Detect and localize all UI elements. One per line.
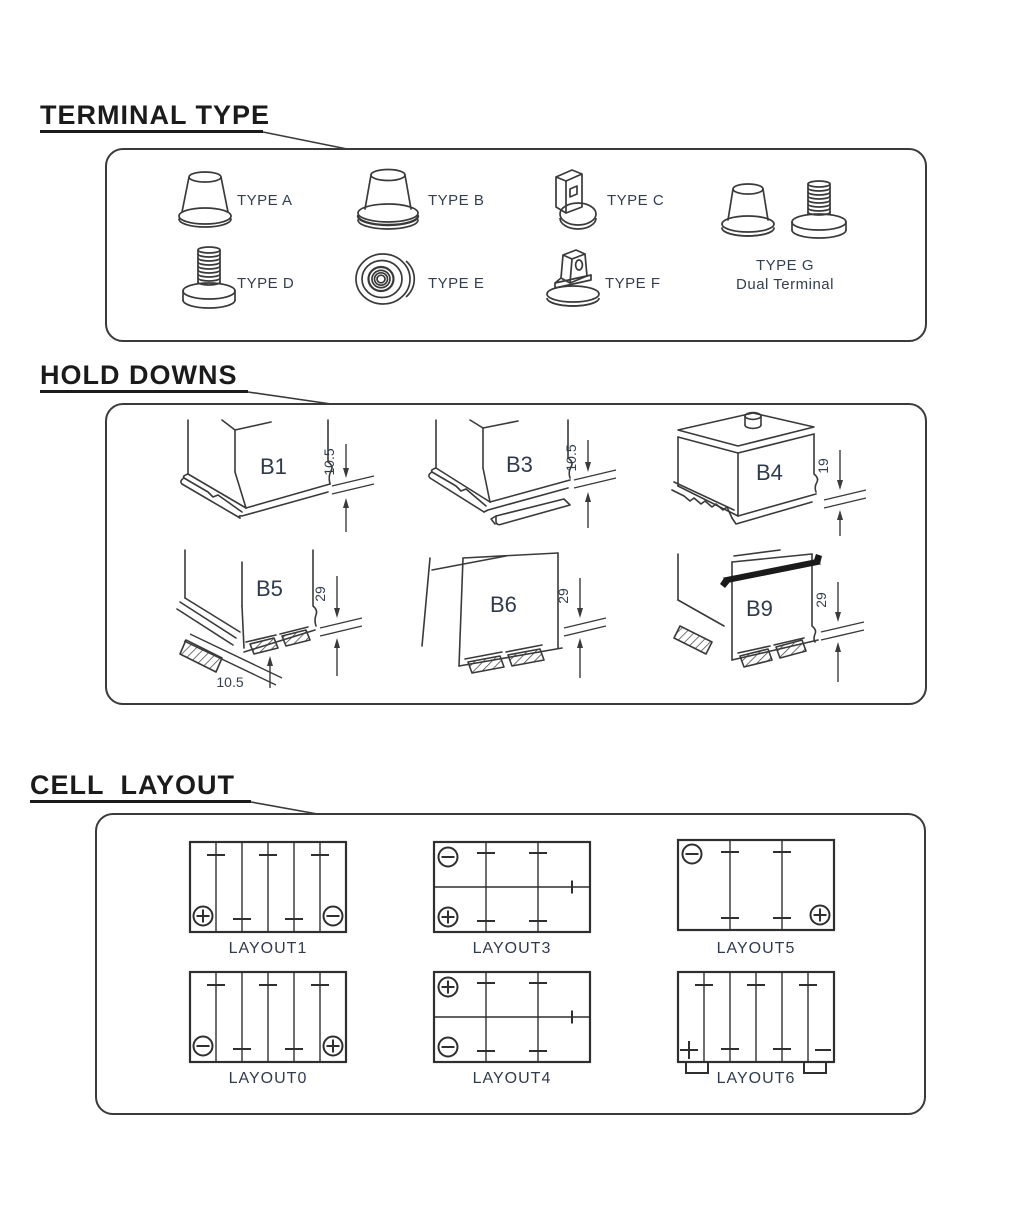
cell-layout5-caption: LAYOUT5: [716, 940, 796, 957]
cell-layout-underline: [30, 800, 251, 803]
cell-layout1-diagram: [188, 840, 348, 934]
terminal-type-f-icon: [537, 248, 607, 314]
b6-dim: 29: [555, 588, 571, 604]
terminal-type-heading: TERMINAL TYPE: [40, 100, 271, 130]
cell-layout4-diagram: [432, 970, 592, 1064]
b5-code: B5: [256, 576, 283, 601]
b6-code: B6: [490, 592, 517, 617]
cell-layout0-diagram: [188, 970, 348, 1064]
b4-dim: 19: [815, 458, 831, 474]
b3-dim: 10.5: [563, 444, 579, 472]
cell-layout6-caption: LAYOUT6: [716, 1070, 796, 1087]
terminal-type-c-icon: [542, 167, 606, 235]
hold-down-b1-drawing: [178, 418, 418, 540]
cell-layout-heading: CELL LAYOUT: [30, 770, 236, 800]
hold-down-b3-drawing: [428, 418, 668, 540]
b5-dim-side: 29: [312, 586, 328, 602]
b9-dim: 29: [813, 592, 829, 608]
terminal-type-c-label: TYPE C: [607, 192, 665, 209]
terminal-type-g-icon: [712, 178, 858, 250]
terminal-type-b-icon: [350, 163, 426, 237]
terminal-type-a-icon: [170, 165, 240, 237]
b1-dim: 10.5: [321, 448, 337, 476]
hold-down-b5-drawing: [160, 548, 410, 695]
terminal-type-g-sublabel: Dual Terminal: [736, 276, 834, 293]
b9-code: B9: [746, 596, 773, 621]
hold-down-b9-drawing: [668, 548, 922, 695]
terminal-type-b-label: TYPE B: [428, 192, 485, 209]
hold-down-b6-drawing: [418, 548, 668, 695]
hold-downs-underline: [40, 390, 248, 393]
cell-layout6-diagram: [676, 970, 836, 1076]
terminal-type-a-label: TYPE A: [237, 192, 293, 209]
terminal-type-d-icon: [172, 245, 246, 313]
b5-dim-bottom: 10.5: [216, 674, 244, 690]
cell-layout4-caption: LAYOUT4: [472, 1070, 552, 1087]
b1-code: B1: [260, 454, 287, 479]
cell-layout5-diagram: [676, 838, 836, 932]
hold-downs-heading: HOLD DOWNS: [40, 360, 238, 390]
cell-layout0-caption: LAYOUT0: [228, 1070, 308, 1087]
terminal-type-e-icon: [352, 248, 418, 310]
cell-layout1-caption: LAYOUT1: [228, 940, 308, 957]
b3-code: B3: [506, 452, 533, 477]
terminal-type-e-label: TYPE E: [428, 275, 485, 292]
terminal-type-d-label: TYPE D: [237, 275, 295, 292]
terminal-type-f-label: TYPE F: [605, 275, 661, 292]
cell-layout3-diagram: [432, 840, 592, 934]
terminal-type-underline: [40, 130, 263, 133]
terminal-type-g-label: TYPE G: [755, 257, 814, 274]
cell-layout3-caption: LAYOUT3: [472, 940, 552, 957]
b4-code: B4: [756, 460, 783, 485]
hold-down-b4-drawing: [668, 408, 918, 540]
